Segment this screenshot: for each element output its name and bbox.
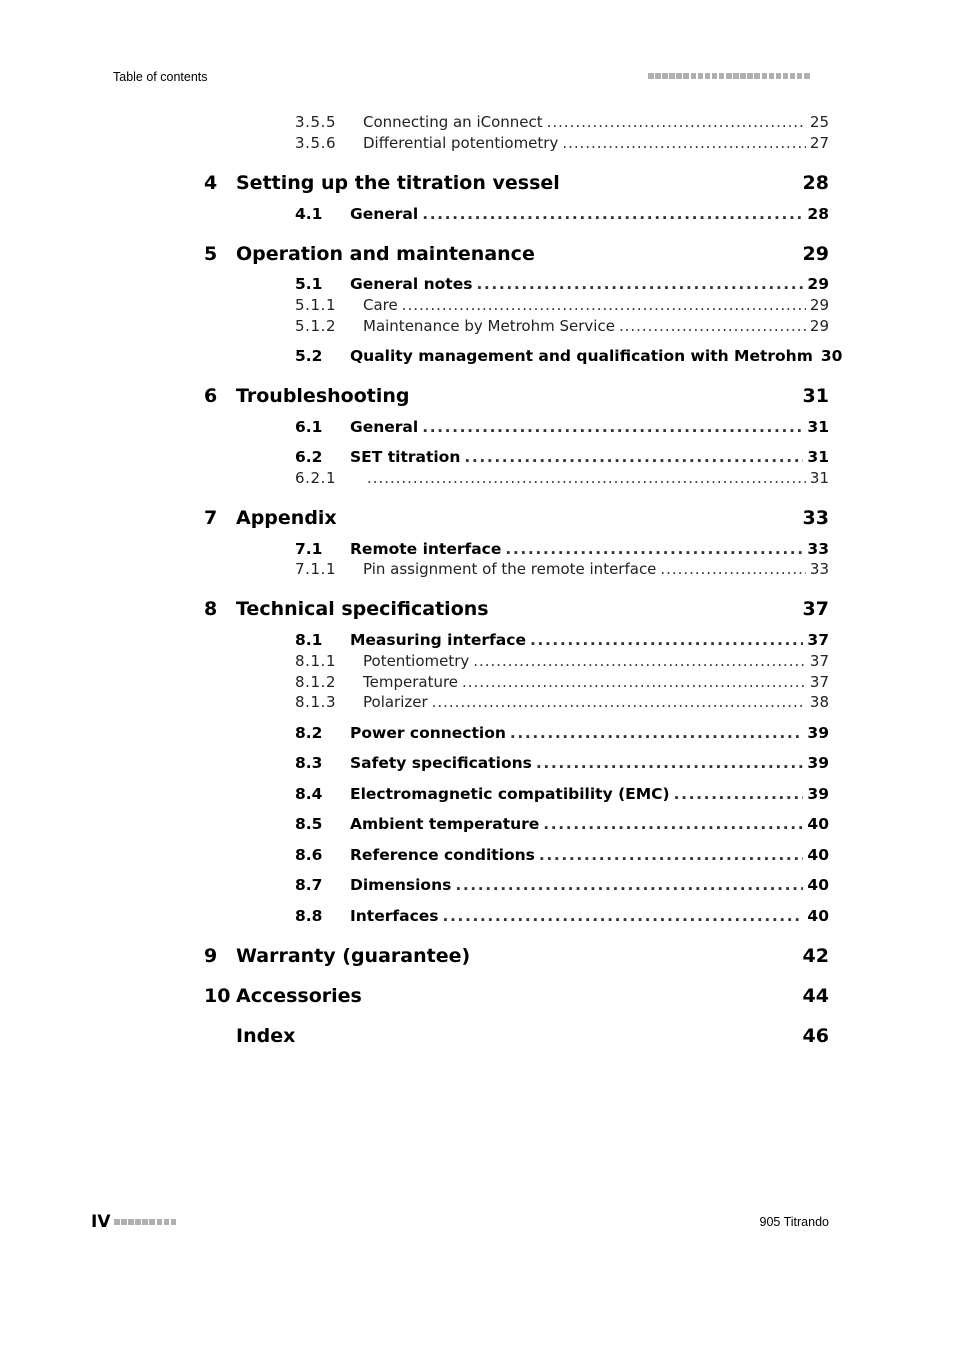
- header-decoration: [648, 73, 810, 79]
- dot-leader: [443, 907, 804, 925]
- toc-entry-title: Power connection: [350, 724, 506, 742]
- toc-entry-number: 8: [204, 598, 218, 620]
- toc-entry-title: Connecting an iConnect: [363, 113, 543, 131]
- toc-entry-number: 8.2: [295, 724, 323, 742]
- toc-entry-page: 40: [807, 907, 829, 925]
- toc-entry-number: 8.4: [295, 785, 323, 803]
- toc-entry-page: 25: [809, 113, 829, 131]
- dot-leader: [464, 448, 803, 466]
- toc-entry-page: 29: [809, 296, 829, 314]
- dot-leader: [510, 724, 804, 742]
- dot-leader: [619, 317, 806, 335]
- toc-entry-number: 3.5.5: [295, 113, 337, 131]
- toc-entry-page: 39: [807, 724, 829, 742]
- toc-entry-title: Accessories: [236, 985, 362, 1007]
- toc-entry-page: 30: [820, 347, 843, 365]
- toc-entry-page: 31: [807, 418, 829, 436]
- toc-entry-number: 6.2: [295, 448, 323, 466]
- toc-entry-title: Appendix: [236, 507, 337, 529]
- toc-entry-number: 8.6: [295, 846, 323, 864]
- toc-entry-number: 8.8: [295, 907, 323, 925]
- toc-entry-number: 6.1: [295, 418, 323, 436]
- dot-leader: [543, 815, 803, 833]
- toc-entry-title: Troubleshooting: [236, 385, 410, 407]
- toc-entry-title: Electromagnetic compatibility (EMC): [350, 785, 670, 803]
- toc-entry-number: 5.1: [295, 275, 323, 293]
- dot-leader: [674, 785, 804, 803]
- toc-entry-title: Technical specifications: [236, 598, 489, 620]
- dot-leader: [455, 876, 803, 894]
- toc-entry-number: 8.1: [295, 631, 323, 649]
- product-name: 905 Titrando: [759, 1215, 829, 1229]
- toc-entry-number: 8.1.2: [295, 673, 337, 691]
- toc-entry-page: 28: [802, 172, 829, 194]
- toc-entry-title: General: [350, 418, 419, 436]
- toc-entry-title: Safety specifications: [350, 754, 532, 772]
- toc-entry-page: 39: [807, 785, 829, 803]
- toc-entry-number: 8.3: [295, 754, 323, 772]
- toc-entry-title: Pin assignment of the remote interface: [363, 560, 657, 578]
- toc-entry-page: 29: [807, 275, 829, 293]
- toc-entry-title: Operation and maintenance: [236, 243, 535, 265]
- dot-leader: [367, 469, 806, 487]
- toc-entry-page: 31: [807, 448, 829, 466]
- dot-leader: [562, 134, 806, 152]
- toc-entry-number: 6: [204, 385, 218, 407]
- toc-entry-number: 8.7: [295, 876, 323, 894]
- toc-entry-page: 37: [809, 673, 829, 691]
- dot-leader: [462, 673, 806, 691]
- toc-entry-title: General notes: [350, 275, 473, 293]
- toc-entry-title: Interfaces: [350, 907, 439, 925]
- toc-entry-page: 33: [807, 540, 829, 558]
- dot-leader: [476, 275, 803, 293]
- toc-entry-page: 40: [807, 876, 829, 894]
- toc-entry-number: 7.1: [295, 540, 323, 558]
- toc-entry-page: 33: [802, 507, 829, 529]
- toc-entry-title: Quality management and qualification with Metrohm: [350, 347, 813, 365]
- toc-entry-title: Care: [363, 296, 398, 314]
- toc-entry-page: 40: [807, 846, 829, 864]
- toc-entry-number: 7: [204, 507, 218, 529]
- running-header: Table of contents: [113, 70, 208, 84]
- toc-entry-page: 38: [809, 693, 829, 711]
- toc-entry-number: 5.1.2: [295, 317, 337, 335]
- toc-entry-page: 44: [802, 985, 829, 1007]
- toc-entry-title: Temperature: [363, 673, 459, 691]
- dot-leader: [539, 846, 804, 864]
- dot-leader: [432, 693, 806, 711]
- toc-entry-title: SET titration: [350, 448, 461, 466]
- toc-entry-title: General: [350, 205, 419, 223]
- dot-leader: [422, 205, 803, 223]
- toc-entry-title: Potentiometry: [363, 652, 470, 670]
- dot-leader: [473, 652, 806, 670]
- toc-entry-page: 29: [802, 243, 829, 265]
- toc-entry-number: 6.2.1: [295, 469, 337, 487]
- toc-entry-page: 40: [807, 815, 829, 833]
- toc-entry-page: 31: [802, 385, 829, 407]
- toc-entry-title: Polarizer: [363, 693, 428, 711]
- toc-entry-page: 37: [807, 631, 829, 649]
- toc-entry-page: 28: [807, 205, 829, 223]
- toc-entry-number: 8.5: [295, 815, 323, 833]
- toc-entry-title: Index: [236, 1025, 296, 1047]
- dot-leader: [536, 754, 804, 772]
- toc-entry-title: Measuring interface: [350, 631, 526, 649]
- toc-entry-title: Reference conditions: [350, 846, 535, 864]
- toc-entry-page: 39: [807, 754, 829, 772]
- footer-decoration: [114, 1219, 176, 1225]
- toc-entry-number: 4: [204, 172, 218, 194]
- toc-entry-page: 37: [809, 652, 829, 670]
- toc-entry-page: 37: [802, 598, 829, 620]
- toc-entry-page: 46: [802, 1025, 829, 1047]
- toc-entry-page: 27: [809, 134, 829, 152]
- toc-entry-number: 5.1.1: [295, 296, 337, 314]
- toc-entry-title: Dimensions: [350, 876, 452, 894]
- toc-entry-title: Setting up the titration vessel: [236, 172, 560, 194]
- toc-entry-title: Differential potentiometry: [363, 134, 559, 152]
- toc-entry-page: 33: [809, 560, 829, 578]
- toc-entry-number: 10: [204, 985, 231, 1007]
- dot-leader: [505, 540, 803, 558]
- toc-entry-number: 8.1.1: [295, 652, 337, 670]
- toc-entry-title: Ambient temperature: [350, 815, 540, 833]
- toc-entry-number: 5: [204, 243, 218, 265]
- toc-entry-title: Remote interface: [350, 540, 502, 558]
- toc-entry-number: 4.1: [295, 205, 323, 223]
- toc-entry-page: 29: [809, 317, 829, 335]
- toc-entry-number: 9: [204, 945, 218, 967]
- toc-entry-page: 31: [809, 469, 829, 487]
- toc-entry-number: 5.2: [295, 347, 323, 365]
- dot-leader: [530, 631, 803, 649]
- dot-leader: [422, 418, 803, 436]
- dot-leader: [547, 113, 806, 131]
- toc-entry-number: 7.1.1: [295, 560, 337, 578]
- toc-entry-title: Maintenance by Metrohm Service: [363, 317, 615, 335]
- toc-entry-page: 42: [802, 945, 829, 967]
- dot-leader: [660, 560, 805, 578]
- toc-entry-number: 3.5.6: [295, 134, 337, 152]
- toc-entry-title: Warranty (guarantee): [236, 945, 471, 967]
- page-number: IV: [91, 1212, 111, 1232]
- toc-entry-number: 8.1.3: [295, 693, 337, 711]
- dot-leader: [402, 296, 806, 314]
